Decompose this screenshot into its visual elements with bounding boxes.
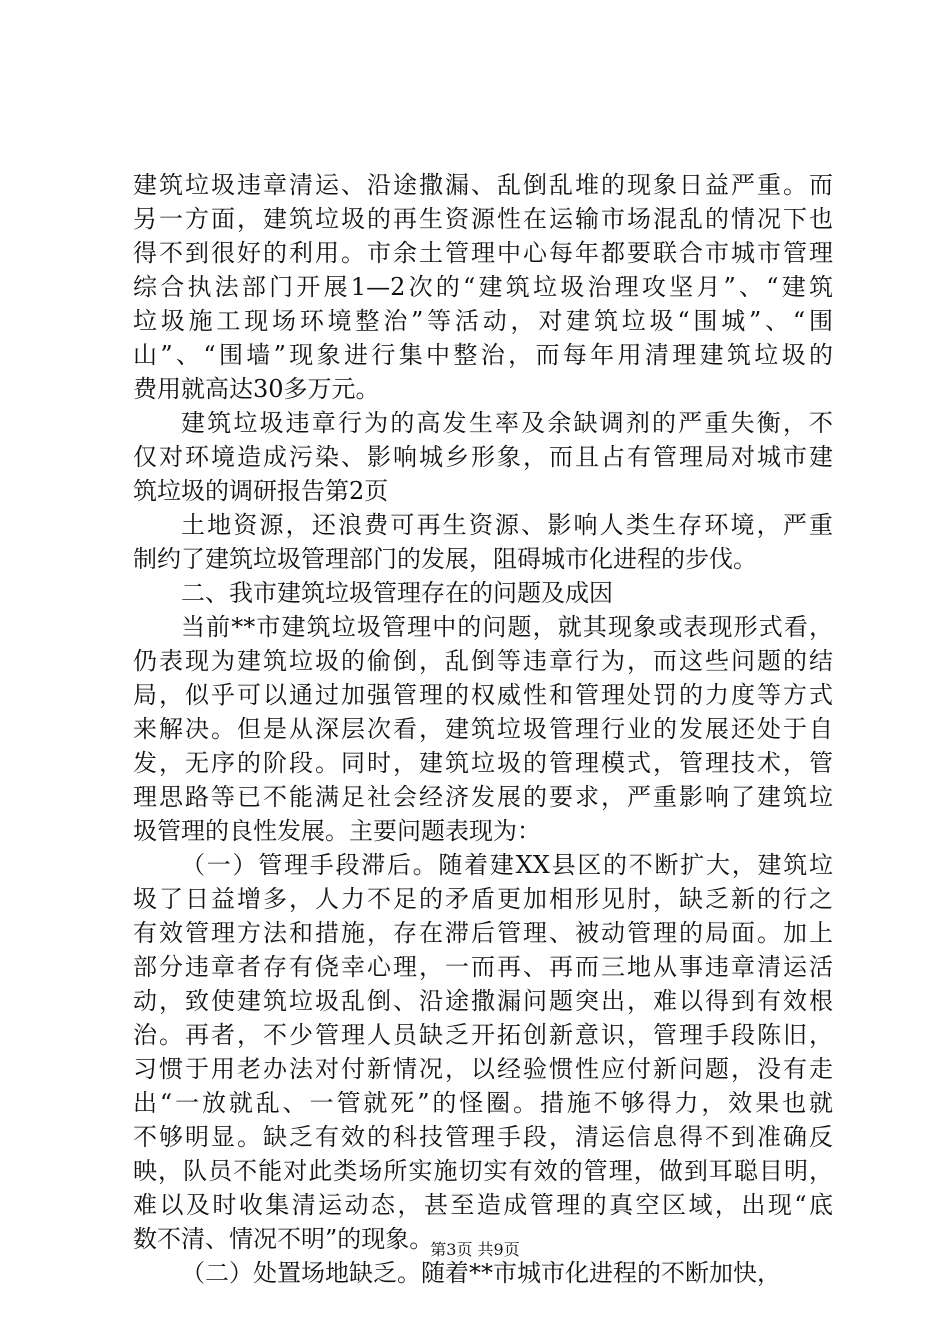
section-heading: 二、我市建筑垃圾管理存在的问题及成因 [181, 579, 613, 607]
paragraph-line: 局，似乎可以通过加强管理的权威性和管理处罚的力度等方式 [133, 681, 833, 709]
document-body [133, 168, 833, 1290]
paragraph-line: 不够明显。缺乏有效的科技管理手段，清运信息得不到准确反 [133, 1123, 833, 1151]
paragraph-line: （二）处置场地缺乏。随着**市城市化进程的不断加快， [181, 1259, 781, 1287]
paragraph-line: 土地资源，还浪费可再生资源、影响人类生存环境，严重 [181, 511, 833, 539]
paragraph-line: 综合执法部门开展1—2次的“建筑垃圾治理攻坚月”、“建筑 [133, 273, 833, 301]
paragraph-line: 习惯于用老办法对付新情况，以经验惯性应付新问题，没有走 [133, 1055, 833, 1083]
paragraph-line: 治。再者，不少管理人员缺乏开拓创新意识，管理手段陈旧， [133, 1021, 833, 1049]
paragraph-line: 制约了建筑垃圾管理部门的发展，阻碍城市化进程的步伐。 [133, 545, 757, 573]
paragraph-line: 来解决。但是从深层次看，建筑垃圾管理行业的发展还处于自 [133, 715, 833, 743]
page-number: 第3页 共9页 [430, 1240, 520, 1259]
paragraph-line: 垃圾施工现场环境整治”等活动，对建筑垃圾“围城”、“围 [133, 307, 833, 335]
paragraph-line: 仍表现为建筑垃圾的偷倒，乱倒等违章行为，而这些问题的结 [133, 647, 833, 675]
paragraph-line: 理思路等已不能满足社会经济发展的要求，严重影响了建筑垃 [133, 783, 833, 811]
paragraph-line: 有效管理方法和措施，存在滞后管理、被动管理的局面。加上 [133, 919, 833, 947]
paragraph-line: 出“一放就乱、一管就死”的怪圈。措施不够得力，效果也就 [133, 1089, 833, 1117]
paragraph-line: （一）管理手段滞后。随着建XX县区的不断扩大，建筑垃 [181, 851, 833, 879]
page-footer [0, 1240, 950, 1260]
paragraph-line: 发，无序的阶段。同时，建筑垃圾的管理模式，管理技术，管 [133, 749, 833, 777]
paragraph-line: 数不清、情况不明”的现象。 [133, 1225, 434, 1253]
paragraph-line: 建筑垃圾违章清运、沿途撒漏、乱倒乱堆的现象日益严重。而 [133, 171, 833, 199]
paragraph-line: 映，队员不能对此类场所实施切实有效的管理，做到耳聪目明， [133, 1157, 833, 1185]
paragraph-line: 动，致使建筑垃圾乱倒、沿途撒漏问题突出，难以得到有效根 [133, 987, 833, 1015]
paragraph-line: 费用就高达30多万元。 [133, 375, 380, 403]
paragraph-line: 筑垃圾的调研报告第2页 [133, 477, 389, 505]
paragraph-line: 建筑垃圾违章行为的高发生率及余缺调剂的严重失衡，不 [181, 409, 833, 437]
paragraph-line: 得不到很好的利用。市余土管理中心每年都要联合市城市管理 [133, 239, 833, 267]
paragraph-line: 圾管理的良性发展。主要问题表现为： [133, 817, 541, 845]
paragraph-line: 部分违章者存有侥幸心理，一而再、再而三地从事违章清运活 [133, 953, 833, 981]
paragraph-line: 山”、“围墙”现象进行集中整治，而每年用清理建筑垃圾的 [133, 341, 833, 369]
paragraph-line: 仅对环境造成污染、影响城乡形象，而且占有管理局对城市建 [133, 443, 833, 471]
paragraph-line: 难以及时收集清运动态，甚至造成管理的真空区域，出现“底 [133, 1191, 833, 1219]
paragraph-line: 圾了日益增多，人力不足的矛盾更加相形见肘，缺乏新的行之 [133, 885, 833, 913]
paragraph-line: 当前**市建筑垃圾管理中的问题，就其现象或表现形式看， [181, 613, 833, 641]
paragraph-line: 另一方面，建筑垃圾的再生资源性在运输市场混乱的情况下也 [133, 205, 833, 233]
